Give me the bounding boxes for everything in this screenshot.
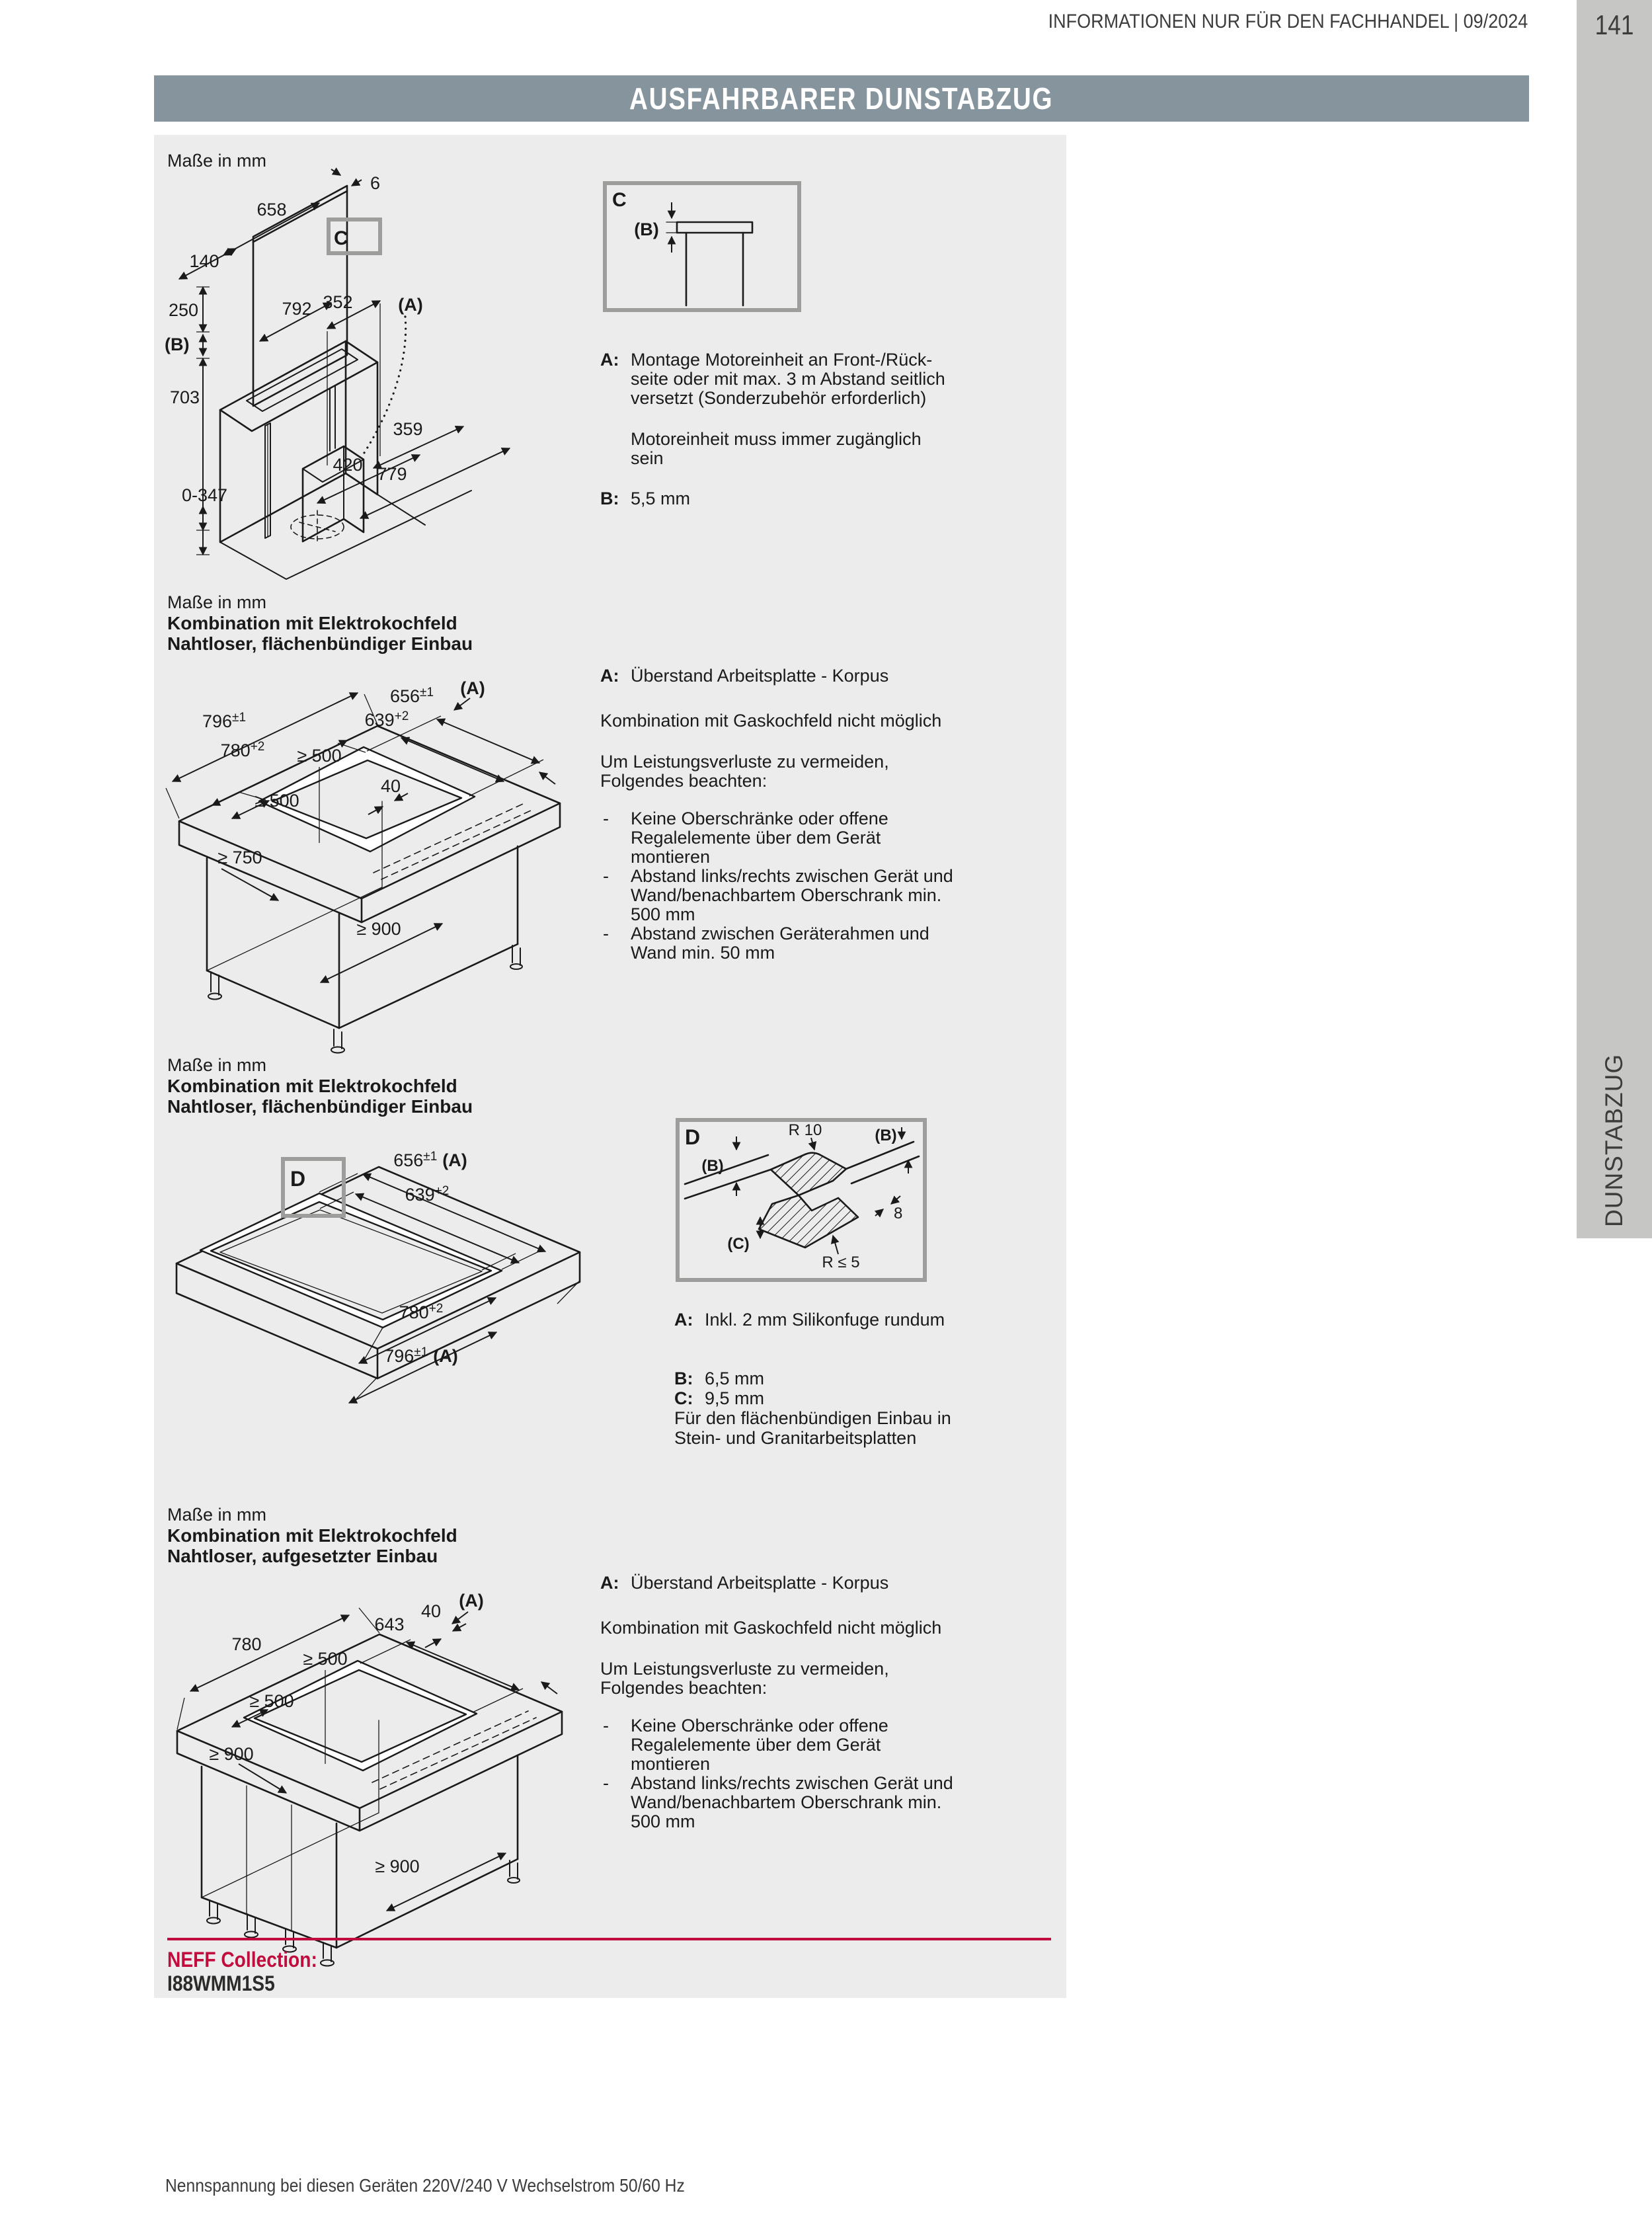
- section1-note-a: A: Montage Motoreinheit an Front-/Rück- seite oder mit max. 3 m Abstand seitlich versetzt (Sonderzubehör erforderlich): [600, 350, 945, 408]
- section4-note-gas: Kombination mit Gaskochfeld nicht möglich: [600, 1618, 942, 1638]
- dim-label-250: 250: [169, 300, 199, 320]
- dim-label-420: 420: [333, 455, 363, 475]
- section3-note-bc: B: 6,5 mm C: 9,5 mm Für den flächenbündigen Einbau in Stein- und Granitarbeitsplatten: [674, 1369, 951, 1448]
- section3-subtitle1: Kombination mit Elektrokochfeld: [167, 1076, 457, 1096]
- section2-subtitle2: Nahtloser, flächenbündiger Einbau: [167, 633, 473, 654]
- detail-c-label: C: [612, 189, 627, 211]
- section4-note-perf: Um Leistungsverluste zu vermeiden, Folgendes beachten:: [600, 1659, 889, 1698]
- dim-label-40: 40: [420, 1601, 442, 1621]
- section2-note-a: A: Überstand Arbeitsplatte - Korpus: [600, 666, 889, 686]
- dim-label-clear-left: ≥ 500: [249, 1691, 294, 1711]
- list-item: - Keine Oberschränke oder offene Regalelemente über dem Gerät montieren: [603, 809, 888, 867]
- section4-note-a: A: Überstand Arbeitsplatte - Korpus: [600, 1573, 889, 1593]
- detail-c-box: [603, 181, 801, 312]
- dim-label-352: 352: [323, 292, 353, 312]
- section1-note-b: B: 5,5 mm: [600, 489, 691, 508]
- dim-label-780: $780^{+2}$: [399, 1302, 444, 1322]
- detail-d-box: [676, 1118, 927, 1282]
- header-info-text: INFORMATIONEN NUR FÜR DEN FACHHANDEL | 09/2024: [1048, 11, 1528, 32]
- callout-c-marker-label: C: [334, 227, 348, 249]
- list-item: - Abstand links/rechts zwischen Gerät und Wand/benachbartem Oberschrank min. 500 mm: [603, 1773, 953, 1831]
- dim-label-140: 140: [189, 251, 219, 271]
- detail-d-label: D: [685, 1125, 701, 1149]
- detail-d-b-left: (B): [701, 1157, 724, 1175]
- worktop-line-art: [177, 1167, 580, 1378]
- dim-label-796: $796^{\pm 1}$: [202, 711, 247, 731]
- dim-label-b: (B): [165, 335, 190, 354]
- detail-d-b-right: (B): [875, 1127, 897, 1144]
- dim-label-792: 792: [282, 299, 312, 319]
- collection-label: NEFF Collection:: [167, 1948, 317, 1971]
- dim-label-796-a: $796^{\pm 1}$ (A): [384, 1345, 458, 1366]
- dim-label-0-347: 0-347: [182, 485, 228, 505]
- diagram-flush-install-cabinet: [161, 641, 623, 1051]
- dim-label-a-ref: (A): [459, 1591, 484, 1611]
- dim-label-clear-top: ≥ 500: [303, 1649, 348, 1669]
- dim-label-900-front: ≥ 900: [209, 1744, 254, 1764]
- dim-label-6: 6: [370, 173, 381, 193]
- flush-line-art: [179, 726, 560, 1053]
- dim-label-703: 703: [170, 387, 200, 407]
- dim-label-900-bottom: ≥ 900: [375, 1856, 420, 1876]
- diagram-surface-install-cabinet: [161, 1554, 637, 1993]
- list-item: - Abstand zwischen Geräterahmen und Wand min. 50 mm: [603, 924, 929, 963]
- section3-measure-note: Maße in mm: [167, 1055, 267, 1075]
- title-bar: [154, 75, 1529, 122]
- section3-note-a: A: Inkl. 2 mm Silikonfuge rundum: [674, 1310, 945, 1330]
- dim-label-656-a: $656^{\pm 1}$ (A): [393, 1150, 467, 1170]
- dim-label-900: ≥ 900: [356, 919, 401, 939]
- detail-d-c: (C): [727, 1235, 750, 1253]
- detail-c-border: [605, 183, 799, 310]
- section1-measure-note: Maße in mm: [167, 151, 267, 171]
- section4-subtitle2: Nahtloser, aufgesetzter Einbau: [167, 1546, 438, 1566]
- section4-subtitle1: Kombination mit Elektrokochfeld: [167, 1525, 457, 1546]
- side-tab-label: DUNSTABZUG: [1600, 1053, 1628, 1227]
- dim-label-639: $639^{+2}$: [364, 709, 409, 730]
- footer-note: Nennspannung bei diesen Geräten 220V/240 V Wechselstrom 50/60 Hz: [165, 2175, 685, 2196]
- section1-note-a-label: A:: [600, 350, 619, 370]
- header-info: [995, 11, 1528, 33]
- page-number: 141: [1594, 9, 1634, 40]
- dim-label-779: 779: [377, 464, 407, 484]
- section1-note-access: Motoreinheit muss immer zugänglich sein: [631, 429, 922, 468]
- dim-label-750: ≥ 750: [217, 848, 262, 867]
- dim-label-643: 643: [374, 1614, 405, 1634]
- dim-label-clear-top: ≥ 500: [297, 746, 342, 766]
- section3-subtitle2: Nahtloser, flächenbündiger Einbau: [167, 1096, 473, 1117]
- dim-label-780: 780: [231, 1634, 262, 1654]
- section2-measure-note: Maße in mm: [167, 592, 267, 612]
- section2-note-gas: Kombination mit Gaskochfeld nicht möglich: [600, 711, 942, 731]
- detail-c-b-label: (B): [634, 219, 659, 239]
- diagram-downdraft-unit: [161, 168, 597, 584]
- section2-subtitle1: Kombination mit Elektrokochfeld: [167, 613, 457, 633]
- list-item: - Abstand links/rechts zwischen Gerät und Wand/benachbartem Oberschrank min. 500 mm: [603, 866, 953, 924]
- detail-d-r5: R ≤ 5: [822, 1254, 860, 1271]
- diagram-flush-worktop: [161, 1104, 637, 1474]
- list-item: - Keine Oberschränke oder offene Regalelemente über dem Gerät montieren: [603, 1716, 888, 1774]
- section4-measure-note: Maße in mm: [167, 1505, 267, 1525]
- section4-bullets: [600, 1716, 953, 1831]
- dim-label-359: 359: [393, 419, 423, 439]
- content-panel: [154, 135, 1066, 1998]
- section2-bullets: [600, 809, 953, 963]
- section1-note-b-label: B:: [600, 489, 619, 508]
- callout-d-marker-label: D: [290, 1167, 306, 1191]
- dim-label-a: (A): [398, 295, 423, 315]
- collection-divider: [167, 1938, 1051, 1940]
- detail-d-r10: R 10: [788, 1121, 822, 1139]
- dim-label-a-ref: (A): [460, 678, 485, 698]
- section2-note-perf: Um Leistungsverluste zu vermeiden, Folgendes beachten:: [600, 752, 889, 791]
- detail-c-line-art: [666, 222, 752, 305]
- dim-label-clear-left: ≥ 500: [255, 791, 299, 811]
- model-number: I88WMM1S5: [167, 1971, 275, 1995]
- page-title: AUSFAHRBARER DUNSTABZUG: [629, 81, 1054, 116]
- detail-d-8: 8: [894, 1205, 903, 1222]
- dim-label-780: $780^{+2}$: [220, 740, 265, 760]
- dim-label-658: 658: [256, 200, 287, 219]
- dim-label-639: $639^{+2}$: [405, 1184, 450, 1205]
- dim-label-656: $656^{\pm 1}$: [389, 686, 434, 706]
- dim-label-40: 40: [380, 776, 401, 796]
